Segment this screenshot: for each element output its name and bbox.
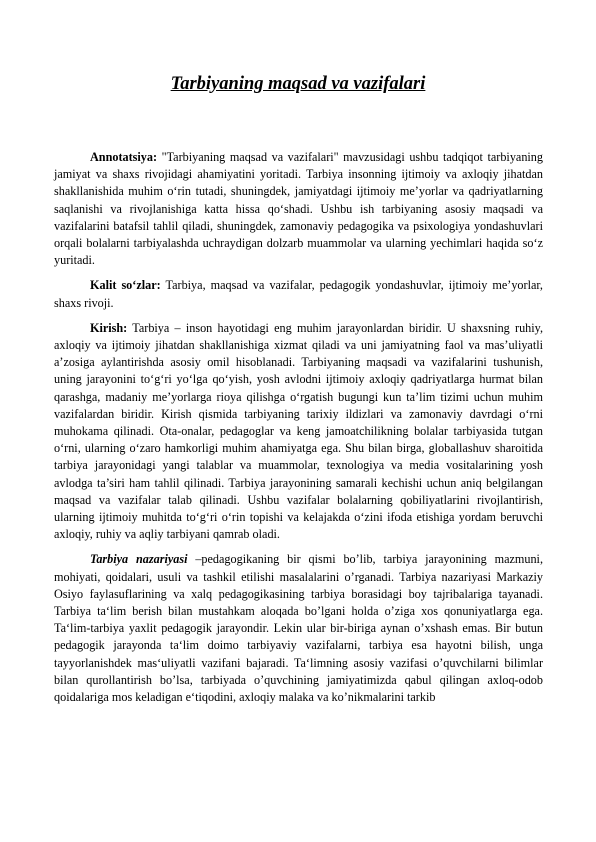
annotation-paragraph: [54, 149, 543, 269]
theory-label: Tarbiya nazariyasi: [90, 552, 188, 567]
theory-paragraph: [54, 551, 543, 706]
annotation-label: Annotatsiya:: [90, 150, 158, 164]
intro-paragraph: [54, 320, 543, 544]
keywords-label: Kalit so‘zlar:: [90, 278, 161, 293]
intro-label: Kirish:: [90, 320, 128, 335]
theory-text: –pedagogikaning bir qismi bo’lib, tarbiya jarayonining mazmuni, mohiyati, qoidalari, usuli va tashkil etilishi masalalarini o’rganadi. Tarbiya nazariyasi Markaziy Osiyo faylasuflarining va xalq pedagogikasining tarbiya borasidagi boy tajribalariga tayanadi. Tarbiya ta‘lim berish bilan mustahkam aloqada bo’lgani holda o’ziga xos qonuniyatlarga ega. Ta‘lim-tarbiya yaxlit pedagogik jarayondir. Lekin ular bir-biriga aynan o’xshash emas. Bir butun pedagogik jarayonda ta‘lim doimo tarbiyaviy vazifalarni, tarbiya esa hayotni bilish, unga tayyorlanishdek mas‘uliyatli vazifani bajaradi. Ta‘limning asosiy vazifasi o’quvchilarni bilimlar bilan qurollantirish bo’lsa, tarbiyada o’quvchining jamiyatimizda qabul qilingan axloq-odob qoidalariga mos keladigan e‘tiqodini, axloqiy malaka va ko’nikmalarini tarkib: [54, 552, 543, 705]
document-body: [54, 149, 543, 706]
annotation-text: "Tarbiyaning maqsad va vazifalari" mavzusidagi ushbu tadqiqot tarbiyaning jamiyat va shaxs rivojidagi ahamiyatini yoritadi. Tarbiya insonning ijtimoiy va axloqiy jihatdan shakllanishida muhim o‘rin tutadi, shuningdek, jamiyatdagi ijtimoiy me’yorlar va qadriyatlarning saqlanishi va rivojlanishiga katta hissa qo‘shadi. Ushbu ish tarbiyaning asosiy maqsadi va vazifalarini batafsil tahlil qiladi, shuningdek, zamonaviy pedagogika va psixologiya yondashuvlari orqali bolalarni tarbiyalashda uchraydigan dolzarb muammolar va ularning yechimlari haqida so‘z yuritadi.: [54, 150, 543, 268]
intro-text: Tarbiya – inson hayotidagi eng muhim jarayonlardan biridir. U shaxsning ruhiy, axloqiy va ijtimoiy jihatdan shakllanishiga xizmat qiladi va uni jamiyatning faol va mas’uliyatli a’zosiga aylantirishda asosiy omil hisoblanadi. Tarbiyaning maqsadi va vazifalarini tushunish, uning jarayonini to‘g‘ri yo‘lga qo‘yish, yosh avlodni ijtimoiy axloqiy qadriyatlarga hurmat bilan qarashga, madaniy me’yorlarga rioya qilishga o‘rgatish bugungi kun ta’lim tizimi uchun muhim vazifalardan biridir. Kirish qismida tarbiyaning tarixiy ildizlari va zamonaviy davrdagi o‘rni muhokama qilinadi. Ota-onalar, pedagoglar va keng jamoatchilikning bolalar tarbiyasida tutgan o‘rni, ularning o‘zaro hamkorligi muhim ahamiyatga ega. Shu bilan birga, globallashuv sharoitida tarbiya jarayonidagi yangi talablar va muammolar, texnologiya va media vositalarining yosh avlodga ta’siri ham tahlil qilinadi. Tarbiya jarayonining samarali kechishi uchun aniq belgilangan maqsad va vazifalar talab qilinadi. Ushbu vazifalar bolalarning qobiliyatlarini rivojlantirish, ularning ijtimoiy muhitda to‘g‘ri o‘rin topishi va kelajakda o‘zini ifoda etishiga yordam beruvchi axloqiy, ruhiy va aqliy tarbiyani qamrab oladi.: [54, 320, 543, 542]
keywords-text: Tarbiya, maqsad va vazifalar, pedagogik yondashuvlar, ijtimoiy me’yorlar, shaxs rivoji.: [54, 278, 543, 310]
page-title: Tarbiyaning maqsad va vazifalari: [170, 74, 426, 94]
keywords-paragraph: [54, 277, 543, 311]
